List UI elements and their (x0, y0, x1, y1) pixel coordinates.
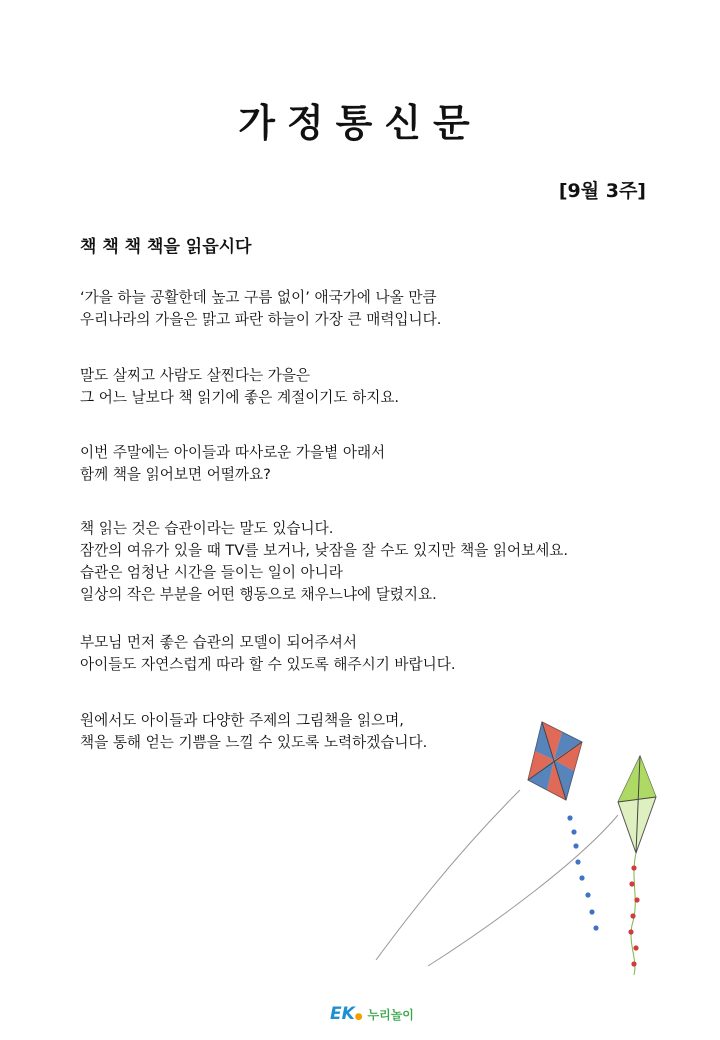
paragraph-line: 습관은 엄청난 시간을 들이는 일이 아니라 (80, 564, 343, 581)
kite-tail-red (628, 853, 639, 975)
kite-red-blue (528, 722, 582, 800)
paragraph-line: 책을 통해 얻는 기쁨을 느낄 수 있도록 노력하겠습니다. (80, 734, 428, 751)
kite-string (376, 790, 520, 960)
paragraph-line: 우리나라의 가을은 맑고 파란 하늘이 가장 큰 매력입니다. (80, 311, 442, 328)
paragraph-line: 부모님 먼저 좋은 습관의 모델이 되어주셔서 (80, 634, 357, 651)
paragraph-line: 일상의 작은 부분을 어떤 행동으로 채우느냐에 달렸지요. (80, 586, 437, 603)
paragraph-line: 잠깐의 여유가 있을 때 TV를 보거나, 낮잠을 잘 수도 있지만 책을 읽어보세요. (80, 542, 569, 559)
logo-nuri: 누리놀이 (367, 1008, 414, 1022)
kite-green (618, 756, 656, 853)
paragraph-line: 책 읽는 것은 습관이라는 말도 있습니다. (80, 520, 334, 537)
paragraph-line: ‘가을 하늘 공활한데 높고 구름 없이’ 애국가에 나올 만큼 (80, 289, 437, 306)
ek-nuri-logo: EK● 누리놀이 (330, 1004, 414, 1024)
paragraph-line: 말도 살찌고 사람도 살찐다는 가을은 (80, 367, 311, 384)
paragraph-line: 그 어느 날보다 책 읽기에 좋은 계절이기도 하지요. (80, 389, 400, 406)
page-title: 가정통신문 (238, 101, 482, 145)
paragraph-line: 원에서도 아이들과 다양한 주제의 그림책을 읽으며, (80, 712, 404, 729)
kite-string (428, 815, 618, 966)
kite-tail-blue (567, 815, 598, 930)
week-label: [9월 3주] (558, 180, 646, 202)
paragraph-line: 이번 주말에는 아이들과 따사로운 가을볕 아래서 (80, 444, 386, 461)
logo-ek: EK (330, 1004, 355, 1024)
paragraph-line: 아이들도 자연스럽게 따라 할 수 있도록 해주시기 바랍니다. (80, 656, 456, 673)
paragraph-line: 함께 책을 읽어보면 어떨까요? (80, 466, 271, 483)
newsletter-subtitle: 책 책 책 책을 읽읍시다 (80, 237, 252, 257)
